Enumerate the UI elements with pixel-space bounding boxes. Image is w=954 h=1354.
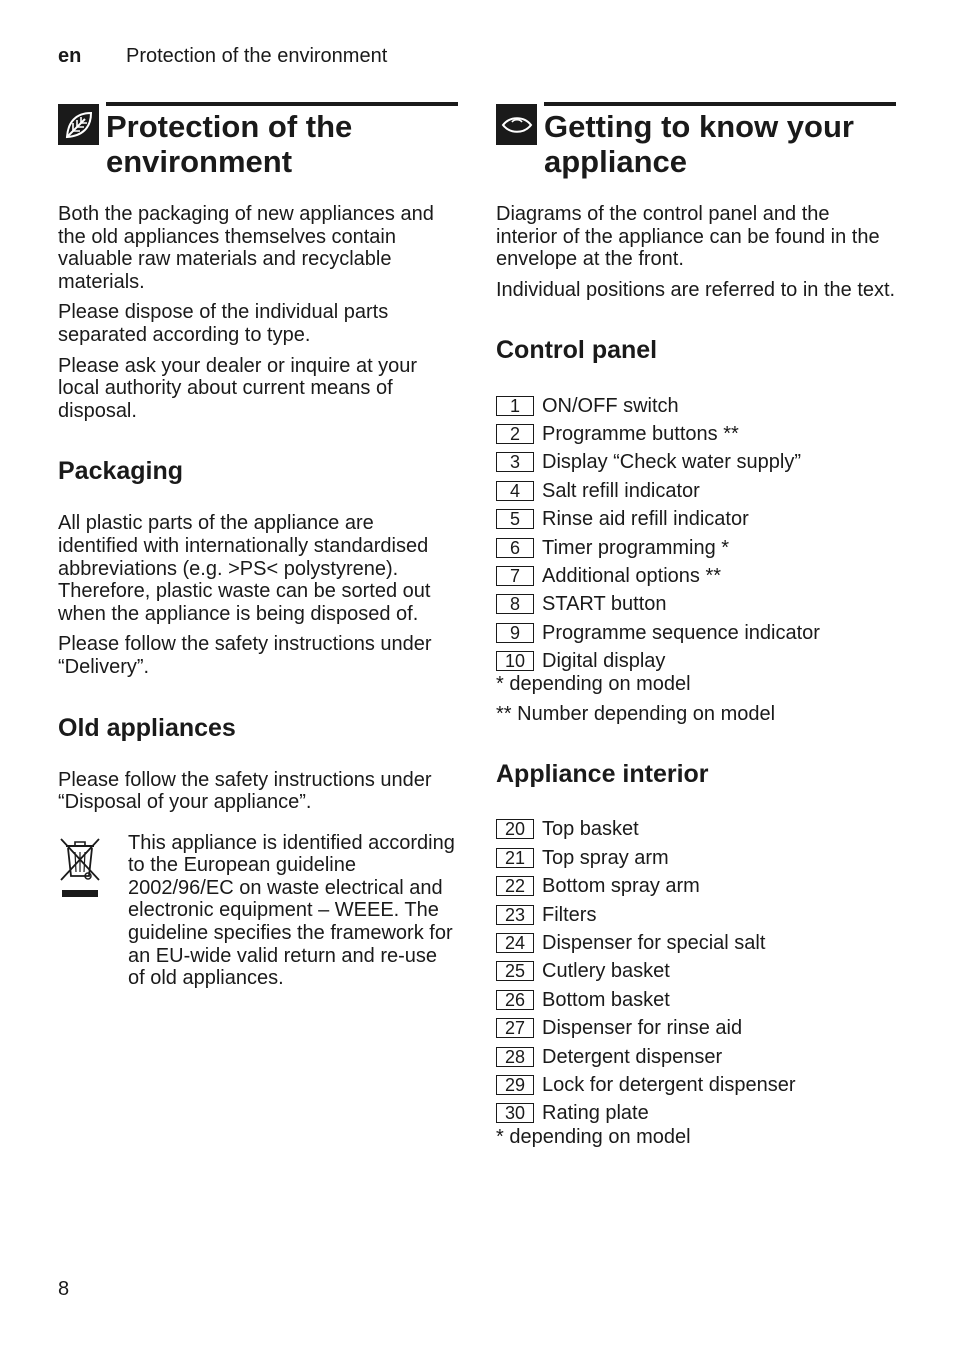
item-label: START button	[542, 593, 667, 616]
item-label: ON/OFF switch	[542, 394, 679, 417]
position-number: 8	[496, 594, 534, 614]
list-item	[496, 562, 896, 590]
list-item	[496, 1071, 896, 1099]
position-number: 30	[496, 1103, 534, 1123]
list-item	[496, 647, 896, 675]
appliance-interior-heading: Appliance interior	[496, 760, 709, 789]
list-item	[496, 844, 896, 872]
list-item	[496, 533, 896, 561]
item-label: Cutlery basket	[542, 960, 670, 983]
item-label: Salt refill indicator	[542, 479, 700, 502]
position-number: 22	[496, 876, 534, 896]
section-header-environment	[58, 102, 458, 179]
list-item	[496, 986, 896, 1014]
list-item	[496, 957, 896, 985]
packaging-paragraph-2: Please follow the safety instructions under “Delivery”.	[58, 633, 432, 678]
interior-note: * depending on model	[496, 1125, 691, 1148]
position-number: 5	[496, 509, 534, 529]
intro-paragraph-3: Please ask your dealer or inquire at your local authority about current means of disposal.	[58, 354, 418, 422]
position-number: 23	[496, 905, 534, 925]
section-title-environment: Protection of the environment	[106, 109, 353, 179]
control-note-1: * depending on model	[496, 673, 691, 696]
appliance-interior-list	[496, 815, 896, 1127]
left-column	[58, 102, 458, 990]
page-number: 8	[58, 1278, 70, 1300]
intro-paragraph-2: Please dispose of the individual parts separated according to type.	[58, 301, 389, 346]
list-item	[496, 505, 896, 533]
position-number: 3	[496, 452, 534, 472]
list-item	[496, 1014, 896, 1042]
position-number: 20	[496, 819, 534, 839]
section-header-appliance	[496, 102, 896, 179]
item-label: Programme buttons **	[542, 422, 739, 445]
crossed-out-bin-icon	[58, 832, 128, 990]
item-label: Additional options **	[542, 564, 722, 587]
control-panel-list	[496, 391, 896, 675]
position-number: 21	[496, 848, 534, 868]
list-item	[496, 1099, 896, 1127]
control-panel-heading: Control panel	[496, 336, 658, 365]
list-item	[496, 900, 896, 928]
packaging-paragraph-1: All plastic parts of the appliance are identified with internationally standardised abbreviations (e.g. >PS< polystyrene). Therefore, plastic waste can be sorted out when the appliance is being disposed of.	[58, 512, 431, 625]
list-item	[496, 420, 896, 448]
item-label: Display “Check water supply”	[542, 451, 801, 474]
item-label: Programme sequence indicator	[542, 621, 820, 644]
position-number: 28	[496, 1047, 534, 1067]
item-label: Rinse aid refill indicator	[542, 508, 749, 531]
old-appliances-paragraph: Please follow the safety instructions under “Disposal of your appliance”.	[58, 768, 432, 814]
list-item	[496, 929, 896, 957]
item-label: Rating plate	[542, 1102, 649, 1125]
item-label: Lock for detergent dispenser	[542, 1073, 796, 1096]
eye-icon	[496, 104, 537, 145]
item-label: Filters	[542, 903, 597, 926]
right-column	[496, 102, 896, 1156]
section-title-appliance: Getting to know your appliance	[544, 109, 854, 179]
item-label: Digital display	[542, 650, 666, 673]
item-label: Top basket	[542, 818, 639, 841]
weee-notice	[58, 832, 458, 990]
list-item	[496, 391, 896, 419]
item-label: Bottom basket	[542, 988, 670, 1011]
list-item	[496, 590, 896, 618]
leaf-icon	[58, 104, 99, 145]
list-item	[496, 1042, 896, 1070]
intro-paragraph-1: Both the packaging of new appliances and the old appliances themselves contain valuable raw materials and recyclable materials.	[58, 203, 434, 293]
appliance-paragraph-1: Diagrams of the control panel and the interior of the appliance can be found in the envelope at the front.	[496, 203, 880, 271]
control-note-2: ** Number depending on model	[496, 703, 776, 726]
position-number: 2	[496, 424, 534, 444]
item-label: Top spray arm	[542, 846, 669, 869]
position-number: 25	[496, 961, 534, 981]
item-label: Timer programming *	[542, 536, 730, 559]
position-number: 10	[496, 651, 534, 671]
list-item	[496, 448, 896, 476]
header-language: en	[58, 45, 82, 67]
packaging-heading: Packaging	[58, 457, 184, 486]
item-label: Bottom spray arm	[542, 875, 700, 898]
header-section-title: Protection of the environment	[126, 45, 388, 67]
position-number: 26	[496, 990, 534, 1010]
list-item	[496, 619, 896, 647]
position-number: 27	[496, 1018, 534, 1038]
item-label: Dispenser for rinse aid	[542, 1017, 743, 1040]
position-number: 1	[496, 396, 534, 416]
position-number: 24	[496, 933, 534, 953]
position-number: 4	[496, 481, 534, 501]
list-item	[496, 815, 896, 843]
item-label: Dispenser for special salt	[542, 932, 766, 955]
weee-paragraph: This appliance is identified according to the European guideline 2002/96/EC on waste electrical and electronic equipment – WEEE. The guideline specifies the framework for an EU-wide valid return and re-use of old appliances.	[128, 831, 455, 990]
position-number: 9	[496, 623, 534, 643]
position-number: 7	[496, 566, 534, 586]
position-number: 6	[496, 538, 534, 558]
appliance-paragraph-2: Individual positions are referred to in the text.	[496, 278, 896, 301]
position-number: 29	[496, 1075, 534, 1095]
list-item	[496, 872, 896, 900]
old-appliances-heading: Old appliances	[58, 713, 236, 742]
list-item	[496, 477, 896, 505]
item-label: Detergent dispenser	[542, 1045, 723, 1068]
